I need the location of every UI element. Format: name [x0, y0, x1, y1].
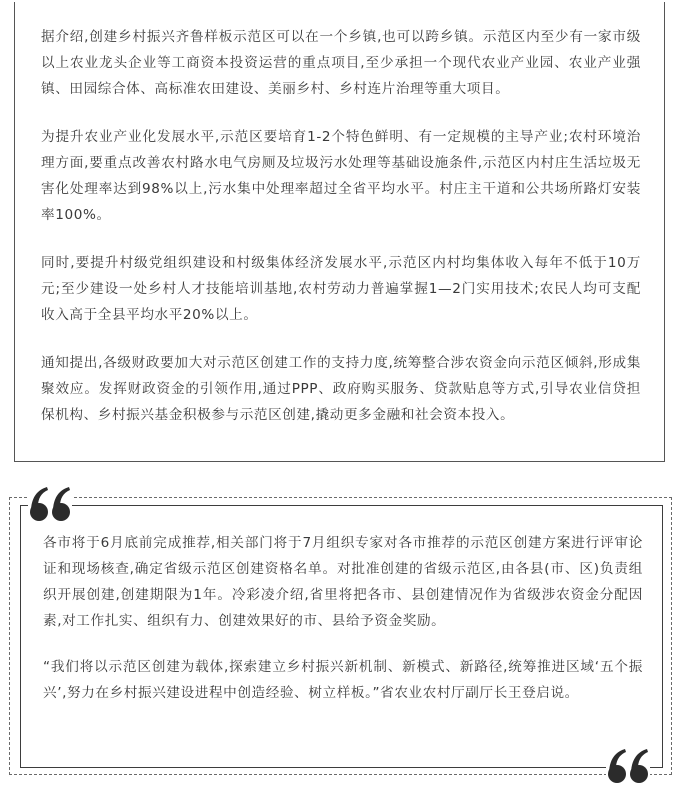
article-body — [41, 24, 641, 450]
paragraph: 同时,要提升村级党组织建设和村级集体经济发展水平,示范区内村均集体收入每年不低于10万元;至少建设一处乡村人才技能培训基地,农村劳动力普遍掌握1—2门实用技术;农民人均可支配收入高于全县平均水平20%以上。 — [41, 255, 641, 323]
quote-open-icon — [28, 486, 72, 524]
paragraph: 据介绍,创建乡村振兴齐鲁样板示范区可以在一个乡镇,也可以跨乡镇。示范区内至少有一家市级以上农业龙头企业等工商资本投资运营的重点项目,至少承担一个现代农业产业园、农业产业强镇、田园综合体、高标准农田建设、美丽乡村、乡村连片治理等重大项目。 — [41, 29, 641, 97]
quote-close-icon — [606, 748, 650, 786]
paragraph: 通知提出,各级财政要加大对示范区创建工作的支持力度,统筹整合涉农资金向示范区倾斜,形成集聚效应。发挥财政资金的引领作用,通过PPP、政府购买服务、贷款贴息等方式,引导农业信贷担保机构、乡村振兴基金积极参与示范区创建,撬动更多金融和社会资本投入。 — [41, 355, 641, 423]
paragraph: 各市将于6月底前完成推荐,相关部门将于7月组织专家对各市推荐的示范区创建方案进行评审论证和现场核查,确定省级示范区创建资格名单。对批准创建的省级示范区,由各县(市、区)负责组织开展创建,创建期限为1年。冷彩凌介绍,省里将把各市、县创建情况作为省级涉农资金分配因素,对工作扎实、组织有力、创建效果好的市、县给予资金奖励。 — [43, 535, 643, 629]
quote-paragraph: “我们将以示范区创建为载体,探索建立乡村振兴新机制、新模式、新路径,统筹推进区域‘五个振兴’,努力在乡村振兴建设进程中创造经验、树立样板。”省农业农村厅副厅长王登启说。 — [43, 659, 643, 701]
quote-body — [43, 530, 643, 726]
article-box-policy — [14, 2, 665, 462]
quote-box — [20, 505, 663, 768]
paragraph: 为提升农业产业化发展水平,示范区要培育1-2个特色鲜明、有一定规模的主导产业;农村环境治理方面,要重点改善农村路水电气房厕及垃圾污水处理等基础设施条件,示范区内村庄生活垃圾无害化处理率达到98%以上,污水集中处理率超过全省平均水平。村庄主干道和公共场所路灯安装率100%。 — [41, 129, 641, 223]
